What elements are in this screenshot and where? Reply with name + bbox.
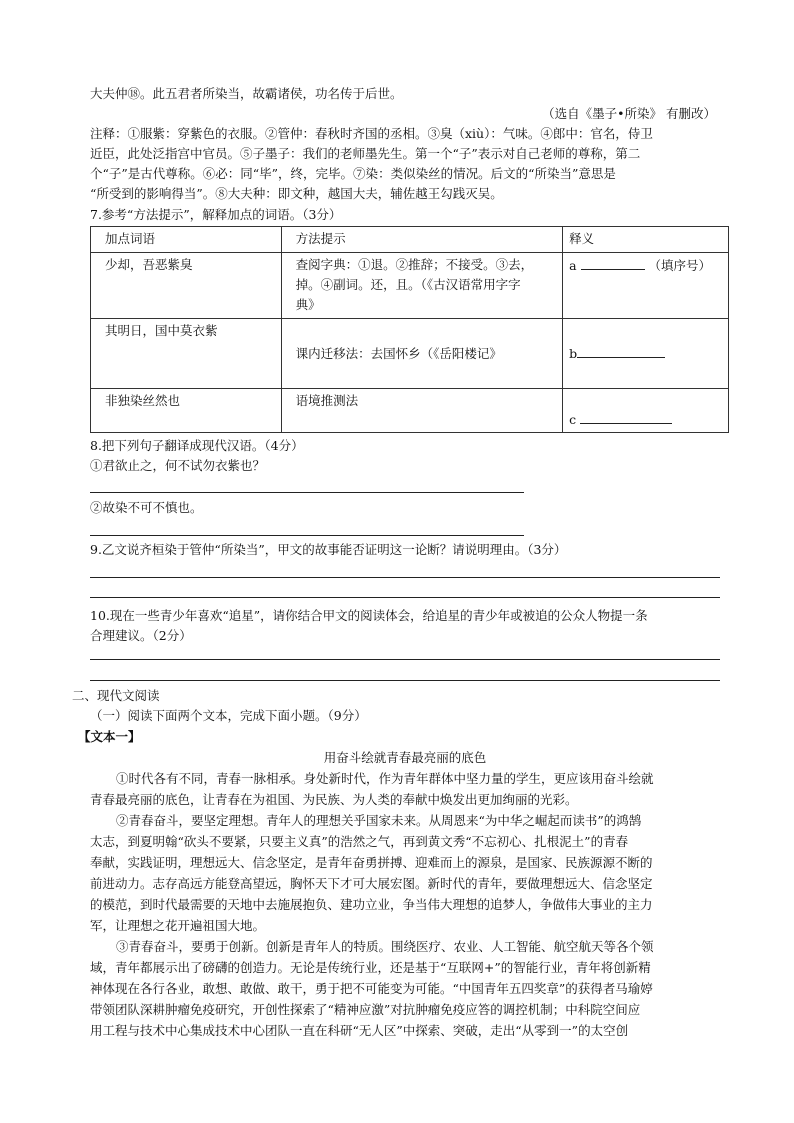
q8-title: 8.把下列句子翻译成现代汉语。（4分） bbox=[90, 438, 304, 453]
header-meaning: 释义 bbox=[563, 227, 729, 253]
notes-line-2: 近臣，此处泛指宫中官员。⑤子墨子：我们的老师墨先生。第一个“子”表示对自己老师的尊称，第二 bbox=[90, 146, 641, 161]
header-word: 加点词语 bbox=[91, 227, 282, 253]
paragraph-line: ①时代各有不同，青春一脉相承。身处新时代，作为青年群体中坚力量的学生，更应该用奋斗绘就 bbox=[116, 771, 654, 786]
q9-title: 9.乙文说齐桓染于管仲“所染当”，甲文的故事能否证明这一论断？请说明理由。（3分） bbox=[90, 542, 567, 557]
header-hint: 方法提示 bbox=[281, 227, 562, 253]
row2-answer bbox=[563, 319, 729, 389]
notes-line-3: 个“子”是古代尊称。⑥必：同“毕”，终，完毕。⑦染：类似染丝的情况。后文的“所染当”意思是 bbox=[90, 166, 616, 181]
table-row bbox=[91, 389, 729, 433]
notes-line-1: 注释：①服紫：穿紫色的衣服。②管仲：春秋时齐国的丞相。③臭（xiù）：气味。④郎中：官名，侍卫 bbox=[90, 126, 653, 141]
vocab-table bbox=[90, 226, 729, 433]
row1-hint: 查阅字典：①退。②推辞；不接受。③去， 掉。④副词。还，且。（《古汉语常用字字 典》 bbox=[281, 253, 562, 319]
answer-c-blank[interactable] bbox=[580, 409, 672, 424]
answer-b-blank[interactable] bbox=[577, 343, 665, 358]
row1-word: 少却，吾恶紫臭 bbox=[91, 253, 282, 319]
paragraph-line: 带领团队深耕肿瘤免疫研究，开创性探索了“精神应激”对抗肿瘤免疫应答的调控机制；中科院空间应 bbox=[90, 1002, 641, 1017]
paragraph-line: 前进动力。志存高远方能登高望远，胸怀天下才可大展宏图。新时代的青年，要做理想远大、信念坚定 bbox=[90, 876, 653, 891]
answer-line[interactable] bbox=[90, 597, 720, 598]
answer-a-blank[interactable] bbox=[581, 255, 645, 270]
paragraph-line: ②青春奋斗，要坚定理想。青年人的理想关乎国家未来。从周恩来“为中华之崛起而读书”的鸿鹄 bbox=[116, 813, 642, 828]
answer-line[interactable] bbox=[90, 535, 524, 536]
paragraph-line: 神体现在各行各业，敢想、敢做、敢干，勇于把不可能变为可能。“中国青年五四奖章”的获得者马瑜婷 bbox=[90, 981, 653, 996]
row2-hint: 课内迁移法：去国怀乡（《岳阳楼记》 bbox=[281, 319, 562, 389]
paragraph-line: 奉献，实践证明，理想远大、信念坚定，是青年奋勇拼搏、迎难而上的源泉，是国家、民族源源不断的 bbox=[90, 855, 653, 870]
answer-line[interactable] bbox=[90, 492, 524, 493]
notes-line-4: “所受到的影响得当”。⑧大夫种：即文种，越国大夫，辅佐越王勾践灭吴。 bbox=[90, 186, 503, 201]
paragraph-line: 用工程与技术中心集成技术中心团队一直在科研“无人区”中探索、突破，走出“从零到一”的太空创 bbox=[90, 1023, 629, 1038]
answer-line[interactable] bbox=[90, 680, 720, 681]
q7-title: 7.参考“方法提示”，解释加点的词语。（3分） bbox=[90, 207, 342, 222]
answer-line[interactable] bbox=[90, 659, 720, 660]
q8-sentence-2: ②故染不可不慎也。 bbox=[90, 500, 203, 515]
section-title: 二、现代文阅读 bbox=[72, 688, 160, 703]
row3-word: 非独染丝然也 bbox=[91, 389, 282, 433]
answer-c-label: c bbox=[569, 412, 577, 427]
paragraph-line: 青春最亮丽的底色，让青春在为祖国、为民族、为人类的奉献中焕发出更加绚丽的光彩。 bbox=[90, 792, 578, 807]
passage-source: （选自《墨子•所染》 有删改） bbox=[542, 106, 716, 121]
row3-hint: 语境推测法 bbox=[281, 389, 562, 433]
paragraph-line: 域，青年都展示出了磅礴的创造力。无论是传统行业，还是基于“互联网+”的智能行业，青年将创新精 bbox=[90, 960, 651, 975]
table-row bbox=[91, 319, 729, 389]
answer-b-label: b bbox=[569, 346, 578, 361]
text1-label: 【文本一】 bbox=[78, 729, 141, 744]
table-row bbox=[91, 253, 729, 319]
table-header-row bbox=[91, 227, 729, 253]
q10-line-1: 10.现在一些青少年喜欢“追星”，请你结合甲文的阅读体会，给追星的青少年或被追的公众人物提一条 bbox=[90, 608, 648, 623]
answer-a-suffix: （填序号） bbox=[648, 258, 712, 273]
answer-a-label: a bbox=[569, 258, 577, 273]
row3-answer bbox=[563, 389, 729, 433]
row2-word: 其明日，国中莫衣紫 bbox=[91, 319, 282, 389]
paragraph-line: 太志，到夏明翰“砍头不要紧，只要主义真”的浩然之气，再到黄文秀“不忘初心、扎根泥土”的青春 bbox=[90, 834, 629, 849]
paragraph-line: 军，让理想之花开遍祖国大地。 bbox=[90, 918, 266, 933]
article-title: 用奋斗绘就青春最亮丽的底色 bbox=[323, 750, 487, 765]
paragraph-line: ③青春奋斗，要勇于创新。创新是青年人的特质。围绕医疗、农业、人工智能、航空航天等各个领 bbox=[116, 939, 654, 954]
row1-answer bbox=[563, 253, 729, 319]
passage-last-line: 大夫仲⑱。此五君者所染当，故霸诸侯，功名传于后世。 bbox=[90, 86, 403, 101]
q10-line-2: 合理建议。（2分） bbox=[90, 628, 192, 643]
answer-line[interactable] bbox=[90, 577, 720, 578]
section-subtitle: （一）阅读下面两个文本，完成下面小题。（9分） bbox=[90, 708, 367, 723]
q8-sentence-1: ①君欲止之，何不试勿衣紫也？ bbox=[90, 458, 266, 473]
paragraph-line: 的模范，到时代最需要的天地中去施展抱负、建功立业，争当伟大理想的追梦人，争做伟大事业的主力 bbox=[90, 897, 653, 912]
